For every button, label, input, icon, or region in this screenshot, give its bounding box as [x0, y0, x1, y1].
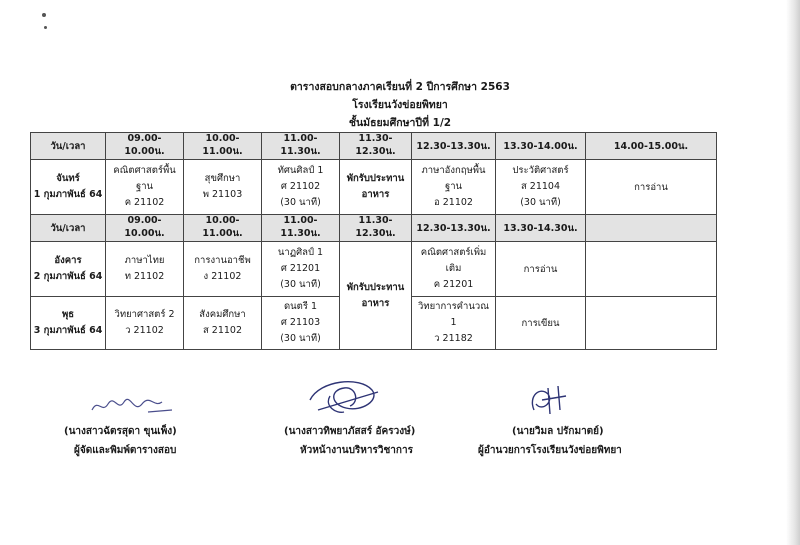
subject: ทัศนศิลป์ 1 [277, 165, 324, 176]
subject-code: ศ 21102 [280, 181, 321, 192]
day-cell [31, 160, 106, 215]
exam-schedule-table [30, 132, 717, 350]
header-cell: วัน/เวลา [31, 133, 106, 160]
day-date: 1 กุมภาพันธ์ 64 [33, 189, 103, 200]
subject: คณิตศาสตร์พื้นฐาน [113, 165, 176, 192]
signatory-3-role: ผู้อำนวยการโรงเรียนวังข่อยพิทยา [478, 445, 622, 456]
document-title: ตารางสอบกลางภาคเรียนที่ 2 ปีการศึกษา 2563 [290, 81, 510, 93]
subject-code: พ 21103 [202, 189, 243, 200]
exam-cell [106, 160, 184, 215]
subject-code: ว 21102 [125, 325, 164, 336]
header-cell: 13.30-14.00น. [496, 133, 586, 160]
subject-code: ง 21102 [203, 271, 242, 282]
header-cell: 10.00-11.00น. [184, 215, 262, 242]
subject-code: ส 21102 [202, 325, 243, 336]
header-cell: 11.00-11.30น. [262, 133, 340, 160]
lunch-label: พักรับประทาน [346, 173, 405, 184]
exam-cell [262, 160, 340, 215]
school-name: โรงเรียนวังข่อยพิทยา [352, 99, 448, 111]
header-cell: 09.00-10.00น. [106, 133, 184, 160]
table-row-tuesday [31, 242, 717, 297]
day-name: จันทร์ [56, 173, 80, 184]
duration: (30 นาที) [520, 197, 561, 208]
subject-code: ศ 21103 [280, 317, 321, 328]
day-name: อังคาร [54, 255, 82, 266]
exam-cell [412, 297, 496, 350]
duration: (30 นาที) [280, 197, 321, 208]
lunch-cell [340, 242, 412, 350]
subject-code: อ 21102 [434, 197, 473, 208]
scan-speck [42, 13, 46, 17]
exam-cell [184, 242, 262, 297]
table-header-row [31, 215, 717, 242]
header-cell: 09.00-10.00น. [106, 215, 184, 242]
exam-cell [412, 160, 496, 215]
header-cell: 12.30-13.30น. [412, 133, 496, 160]
exam-cell [184, 160, 262, 215]
subject: วิทยาศาสตร์ 2 [114, 309, 175, 320]
exam-cell: การอ่าน [496, 242, 586, 297]
lunch-label: พักรับประทาน [346, 281, 405, 293]
empty-cell [586, 242, 717, 297]
subject-code: ค 21102 [124, 197, 165, 208]
subject-code: ศ 21201 [280, 263, 321, 274]
subject: นาฏศิลป์ 1 [277, 247, 324, 258]
header-cell: 11.30-12.30น. [340, 133, 412, 160]
header-cell: 12.30-13.30น. [412, 215, 496, 242]
day-date: 2 กุมภาพันธ์ 64 [33, 271, 103, 282]
signatory-2-role: หัวหน้างานบริหารวิชาการ [300, 445, 413, 456]
signatory-2-name: (นางสาวทิพยาภัสสร์ อัครวงษ์) [284, 426, 416, 437]
exam-cell: การอ่าน [586, 160, 717, 215]
exam-cell [262, 297, 340, 350]
scan-speck [44, 26, 47, 29]
subject: สังคมศึกษา [199, 309, 246, 320]
header-cell: 13.30-14.30น. [496, 215, 586, 242]
lunch-label: อาหาร [361, 189, 390, 200]
lunch-label: อาหาร [361, 297, 390, 309]
subject-code: ส 21104 [520, 181, 561, 192]
day-date: 3 กุมภาพันธ์ 64 [33, 325, 103, 336]
subject: คณิตศาสตร์เพิ่มเติม [420, 247, 487, 274]
exam-cell [496, 160, 586, 215]
day-name: พุธ [61, 309, 75, 320]
exam-cell [262, 242, 340, 297]
subject: วิทยาการคำนวณ 1 [417, 301, 490, 328]
exam-cell [412, 242, 496, 297]
subject: ภาษาอังกฤษพื้นฐาน [421, 165, 486, 192]
header-cell: 11.00-11.30น. [262, 215, 340, 242]
signature-3-scribble [520, 380, 580, 420]
empty-cell [586, 297, 717, 350]
duration: (30 นาที) [280, 333, 321, 344]
day-cell [31, 297, 106, 350]
signature-1-scribble [88, 394, 178, 418]
table-row-monday [31, 160, 717, 215]
day-cell [31, 242, 106, 297]
header-cell: 10.00-11.00น. [184, 133, 262, 160]
subject: ประวัติศาสตร์ [512, 165, 569, 176]
header-cell [586, 215, 717, 242]
subject-code: ค 21201 [433, 279, 474, 290]
subject-code: ว 21182 [434, 333, 473, 344]
subject-code: ท 21102 [124, 271, 165, 282]
subject: ดนตรี 1 [284, 301, 317, 312]
lunch-cell [340, 160, 412, 215]
signatory-3-name: (นายวิมล ปรักมาตย์) [512, 426, 604, 437]
header-cell: 14.00-15.00น. [586, 133, 717, 160]
subject: การงานอาชีพ [194, 255, 251, 266]
header-cell: 11.30-12.30น. [340, 215, 412, 242]
signatory-1-name: (นางสาวฉัตรสุดา ขุนเพ็ง) [64, 426, 177, 437]
table-header-row [31, 133, 717, 160]
header-cell: วัน/เวลา [31, 215, 106, 242]
exam-cell: การเขียน [496, 297, 586, 350]
exam-cell [184, 297, 262, 350]
signature-2-scribble [300, 372, 390, 420]
subject: ภาษาไทย [124, 255, 165, 266]
class-level: ชั้นมัธยมศึกษาปีที่ 1/2 [348, 117, 452, 129]
signatory-1-role: ผู้จัดและพิมพ์ตารางสอบ [74, 445, 177, 456]
exam-cell [106, 242, 184, 297]
subject: สุขศึกษา [204, 173, 241, 184]
duration: (30 นาที) [280, 279, 321, 290]
exam-cell [106, 297, 184, 350]
